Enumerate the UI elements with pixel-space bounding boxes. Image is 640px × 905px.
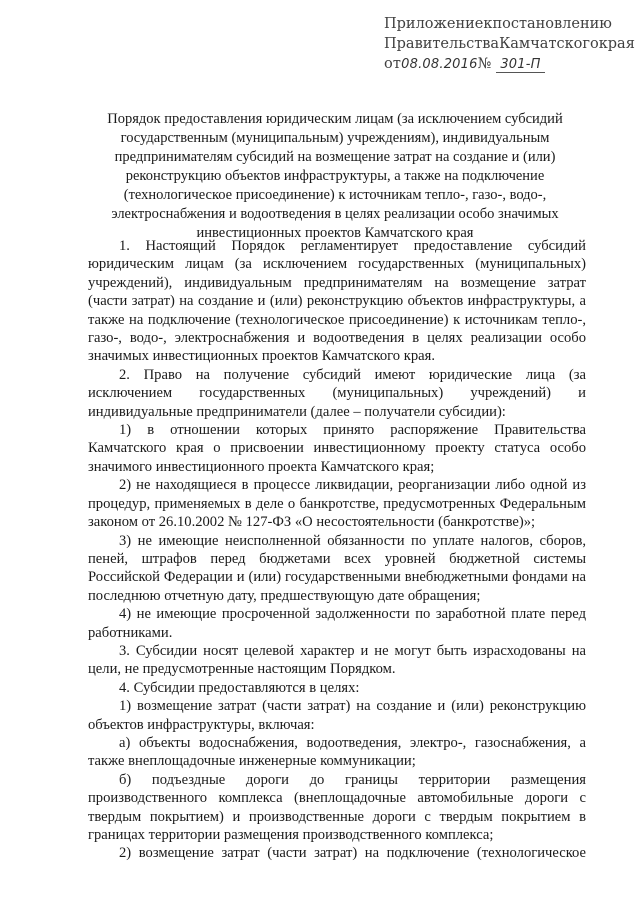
annex-date: 08.08.2016 [401,57,478,72]
annex-line-1 [384,14,612,34]
paragraph: а) объекты водоснабжения, водоотведения, электро-, газоснабжения, а также внеплощадочные инженерные коммуникации; [88,734,586,770]
annex-word: Приложение [384,16,484,32]
document-title: Порядок предоставления юридическим лицам (за исключением субсидий государственным (муниципальным) учреждениям), индивидуальным предпринимателям субсидий на возмещение затрат на создание и (или) реконструкцию объектов инфраструктуры, а также на подключение (технологическое присоединение) к источникам тепло-, газо-, водо-, электроснабжения и водоотведения в целях реализации особо значимых инвестиционных проектов Камчатского края [107,111,563,241]
paragraph: 4) не имеющие просроченной задолженности по заработной плате перед работниками. [88,606,586,641]
annex-number: 301-П [496,57,544,73]
paragraph: 1) в отношении которых принято распоряжение Правительства Камчатского края о присвоении инвестиционному проекту статуса особо значимого инвестиционного проекта Камчатского края; [88,422,586,475]
annex-date-prefix: от [384,56,402,72]
annex-line-2 [384,34,635,54]
paragraph: 2) не находящиеся в процессе ликвидации, реорганизации либо одной из процедур, применяемых в деле о банкротстве, предусмотренных Федеральным законом от 26.10.2002 № 127-ФЗ «О несостоятельности (банкротстве)»; [88,477,586,531]
annex-word: постановлению [492,16,612,32]
annex-word: к [483,16,493,32]
paragraph: 2. Право на получение субсидий имеют юридические лица (за исключением государственных (муниципальных) учреждений) и индивидуальные предприниматели (далее – получатели субсидии): [88,366,586,420]
paragraph: б) подъездные дороги до границы территории размещения производственного комплекса (внеплощадочные автомобильные дороги с твердым покрытием) и производственные дороги с твердым покрытием в границах территории размещения производственного комплекса; [88,771,586,843]
paragraph: 1) возмещение затрат (части затрат) на создание и (или) реконструкцию объектов инфраструктуры, включая: [88,698,586,733]
annex-header [384,14,635,75]
annex-line-3 [384,54,606,75]
paragraph: 3. Субсидии носят целевой характер и не могут быть израсходованы на цели, не предусмотренные настоящим Порядком. [88,642,586,678]
annex-word: края [598,36,635,52]
annex-number-sign: № [477,56,492,72]
annex-word: Правительства [384,36,500,52]
annex-word: Камчатского [499,36,599,52]
paragraph: 4. Субсидии предоставляются в целях: [119,679,360,696]
paragraph: 2) возмещение затрат (части затрат) на подключение (технологическое [119,845,586,862]
paragraph: 1. Настоящий Порядок регламентирует предоставление субсидий юридическим лицам (за исключением государственных (муниципальных) учреждений), индивидуальным предпринимателям на возмещение затрат (части затрат) на создание и (или) реконструкцию объектов инфраструктуры, а также на подключение (технологическое присоединение) к источникам тепло-, газо-, водо-, электроснабжения и водоотведения в целях реализации особо значимых инвестиционных проектов Камчатского края. [88,238,586,365]
paragraph: 3) не имеющие неисполненной обязанности по уплате налогов, сборов, пеней, штрафов перед бюджетами всех уровней бюджетной системы Российской Федерации и (или) государственными внебюджетными фондами на последнюю отчетную дату, предшествующую дате обращения; [88,532,586,604]
document-body [88,237,586,863]
